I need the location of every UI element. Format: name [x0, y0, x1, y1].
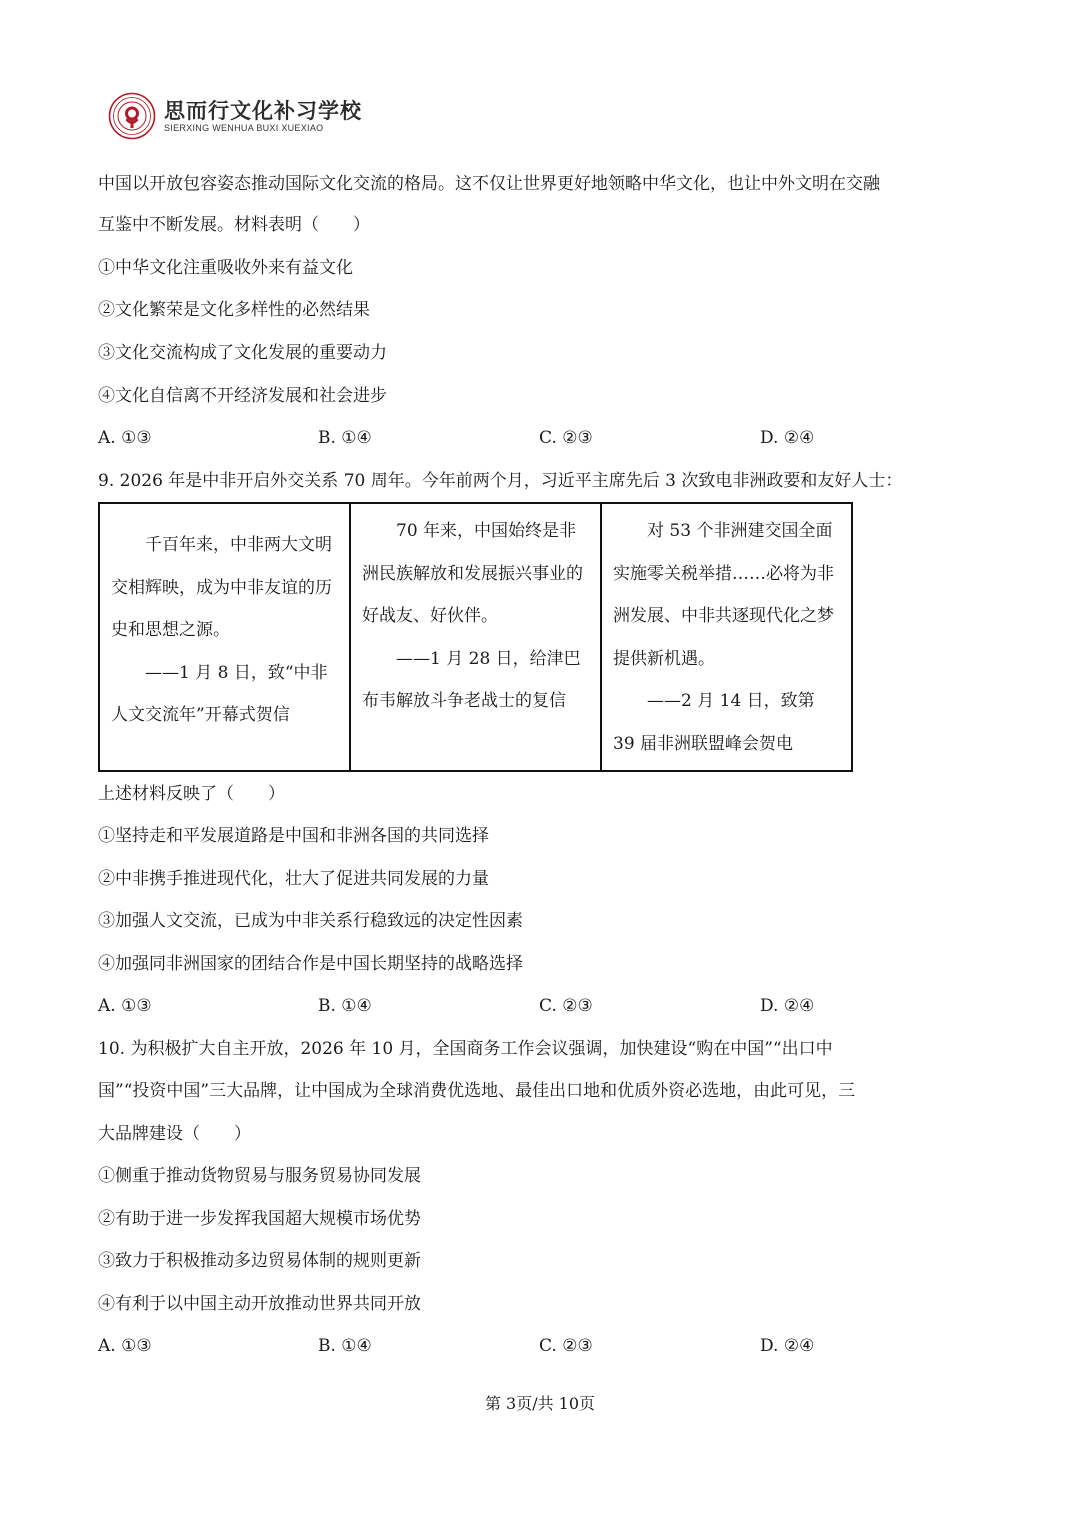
q10-option-d[interactable]: D. ②④	[760, 1336, 815, 1356]
q8-stem-line-2: 互鉴中不断发展。材料表明（ ）	[98, 215, 370, 235]
school-header	[108, 92, 362, 140]
q9-material-1-quote: 千百年来，中非两大文明交相辉映，成为中非友谊的历史和思想之源。	[111, 535, 332, 641]
q9-item-2: ②中非携手推进现代化，壮大了促进共同发展的力量	[98, 869, 489, 889]
school-name: 思而行文化补习学校	[164, 98, 362, 123]
q9-option-a[interactable]: A. ①③	[98, 996, 152, 1016]
q8-item-2: ②文化繁荣是文化多样性的必然结果	[98, 300, 370, 320]
q8-option-d[interactable]: D. ②④	[760, 428, 815, 448]
school-logo-icon	[108, 92, 156, 140]
q9-stem: 9. 2026 年是中非开启外交关系 70 周年。今年前两个月，习近平主席先后 3 次致电非洲政要和友好人士：	[98, 471, 903, 491]
q9-material-2-quote: 70 年来，中国始终是非洲民族解放和发展振兴事业的好战友、好伙伴。	[362, 521, 583, 627]
q9-item-3: ③加强人文交流，已成为中非关系行稳致远的决定性因素	[98, 911, 523, 931]
q9-option-d[interactable]: D. ②④	[760, 996, 815, 1016]
q8-item-1: ①中华文化注重吸收外来有益文化	[98, 258, 353, 278]
q9-material-1-source: ——1 月 8 日，致“中非人文交流年”开幕式贺信	[111, 662, 328, 726]
q8-stem-line-1: 中国以开放包容姿态推动国际文化交流的格局。这不仅让世界更好地领略中华文化，也让中外文明在交融	[98, 174, 880, 194]
q8-item-3: ③文化交流构成了文化发展的重要动力	[98, 343, 387, 363]
q10-option-a[interactable]: A. ①③	[98, 1336, 152, 1356]
q9-material-cell-2	[349, 504, 600, 770]
q10-option-c[interactable]: C. ②③	[539, 1336, 593, 1356]
q9-material-3-source: ——2 月 14 日，致第 39 届非洲联盟峰会贺电	[613, 691, 815, 754]
q10-stem-line-1: 10. 为积极扩大自主开放，2026 年 10 月，全国商务工作会议强调，加快建设“购在中国”“出口中	[98, 1039, 833, 1059]
q9-option-b[interactable]: B. ①④	[318, 996, 372, 1016]
q8-option-c[interactable]: C. ②③	[539, 428, 593, 448]
q10-item-1: ①侧重于推动货物贸易与服务贸易协同发展	[98, 1166, 421, 1186]
q10-stem-line-2: 国”“投资中国”三大品牌，让中国成为全球消费优选地、最佳出口地和优质外资必选地，由此可见，三	[98, 1081, 856, 1101]
q9-item-4: ④加强同非洲国家的团结合作是中国长期坚持的战略选择	[98, 954, 523, 974]
school-pinyin: SIERXING WENHUA BUXI XUEXIAO	[164, 122, 324, 133]
q10-stem-line-3: 大品牌建设（ ）	[98, 1124, 251, 1144]
q9-material-cell-3	[600, 504, 851, 770]
q9-options	[98, 995, 978, 1017]
q8-item-4: ④文化自信离不开经济发展和社会进步	[98, 386, 387, 406]
q9-prompt: 上述材料反映了（ ）	[98, 784, 285, 804]
q10-options	[98, 1335, 978, 1357]
q8-option-b[interactable]: B. ①④	[318, 428, 372, 448]
q10-item-3: ③致力于积极推动多边贸易体制的规则更新	[98, 1251, 421, 1271]
q8-options	[98, 427, 978, 449]
q9-option-c[interactable]: C. ②③	[539, 996, 593, 1016]
q10-item-4: ④有利于以中国主动开放推动世界共同开放	[98, 1294, 421, 1314]
q10-item-2: ②有助于进一步发挥我国超大规模市场优势	[98, 1209, 421, 1229]
q9-material-cell-1	[100, 504, 349, 770]
page-number: 第 3页/共 10页	[484, 1394, 596, 1413]
q9-material-2-source: ——1 月 28 日，给津巴布韦解放斗争老战士的复信	[362, 648, 581, 712]
q9-item-1: ①坚持走和平发展道路是中国和非洲各国的共同选择	[98, 826, 489, 846]
q9-material-3-quote: 对 53 个非洲建交国全面实施零关税举措……必将为非洲发展、中非共逐现代化之梦提供新机遇。	[613, 521, 834, 669]
q8-option-a[interactable]: A. ①③	[98, 428, 152, 448]
q10-option-b[interactable]: B. ①④	[318, 1336, 372, 1356]
q9-material-table	[98, 502, 853, 772]
